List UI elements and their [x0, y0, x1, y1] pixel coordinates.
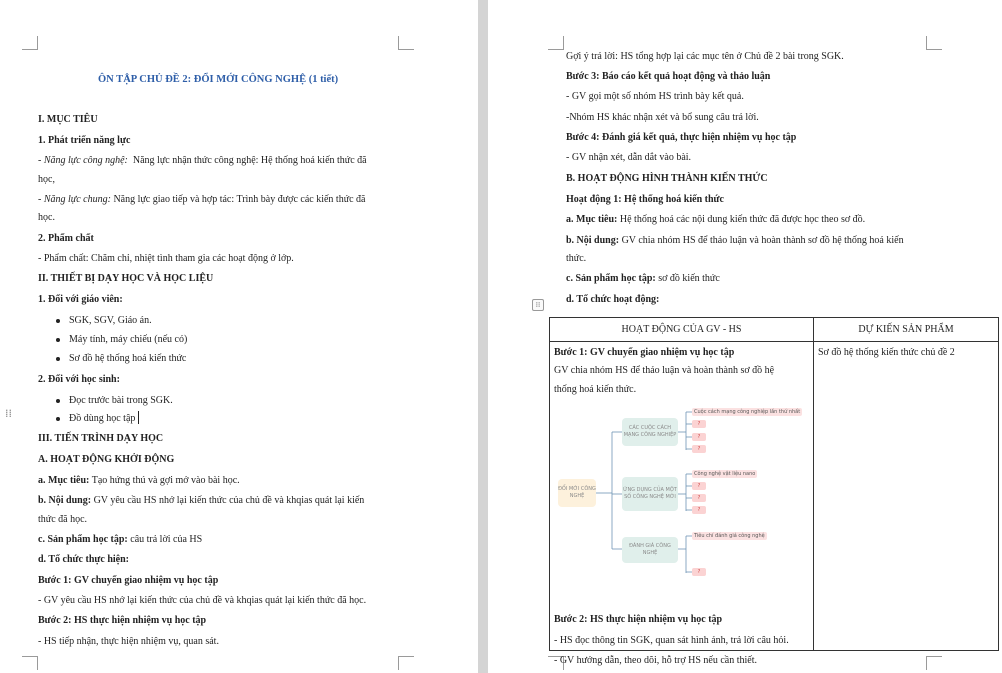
- text: Năng lực giao tiếp và hợp tác: Trình bày được các kiến thức đã: [113, 194, 366, 205]
- document-page-right: [488, 0, 1002, 673]
- section-heading: B. HOẠT ĐỘNG HÌNH THÀNH KIẾN THỨC: [566, 173, 768, 184]
- crop-mark: [398, 36, 414, 50]
- activity-table: [549, 317, 999, 666]
- table-cell-product[interactable]: [814, 342, 999, 651]
- subsection-heading: Hoạt động 1: Hệ thống hoá kiến thức: [566, 194, 724, 205]
- paragraph-line: [38, 193, 366, 206]
- text: GV chia nhóm HS để thảo luận và hoàn thành sơ đồ hệ thống hoá kiến: [621, 235, 904, 246]
- list-item: Đọc trước bài trong SGK.: [69, 395, 173, 406]
- paragraph-line: thức.: [566, 253, 587, 264]
- table-header-product: DỰ KIẾN SẢN PHẨM: [814, 318, 999, 342]
- paragraph-line: - Phẩm chất: Chăm chỉ, nhiệt tình tham gia các hoạt động ở lớp.: [38, 253, 294, 264]
- diagram-placeholder-node: ?: [692, 506, 706, 514]
- step-heading: Bước 1: GV chuyển giao nhiệm vụ học tập: [38, 575, 219, 586]
- table-move-handle-icon[interactable]: ⁞⁞: [532, 299, 544, 311]
- crop-mark: [398, 656, 414, 670]
- text: sơ đồ kiến thức: [658, 273, 720, 284]
- paragraph-line: [38, 533, 202, 546]
- paragraph-line: -Nhóm HS khác nhận xét và bổ sung câu trả lời.: [566, 112, 759, 123]
- page-gutter: [478, 0, 488, 673]
- subsection-heading: A. HOẠT ĐỘNG KHỞI ĐỘNG: [38, 454, 175, 465]
- list-item: Sơ đồ hệ thống hoá kiến thức: [69, 353, 187, 364]
- label: b. Nội dung:: [566, 235, 620, 246]
- label: - Năng lực công nghệ:: [38, 155, 128, 166]
- document-page-left: [0, 0, 478, 673]
- subsection-heading: 1. Phát triển năng lực: [38, 135, 131, 146]
- paragraph-line: [566, 272, 720, 285]
- step-heading: Bước 2: HS thực hiện nhiệm vụ học tập: [554, 614, 723, 625]
- list-item: Máy tính, máy chiếu (nếu có): [69, 334, 188, 345]
- crop-mark: [548, 36, 564, 50]
- list-item: Đồ dùng học tập: [69, 413, 136, 424]
- crop-mark: [22, 36, 38, 50]
- label: b. Nội dung:: [38, 495, 92, 506]
- bullet: [56, 338, 60, 342]
- paragraph-line: thức đã học.: [38, 514, 88, 525]
- table-header-activity: HOẠT ĐỘNG CỦA GV - HS: [550, 318, 814, 342]
- table-cell-activity[interactable]: [550, 342, 814, 666]
- diagram-leaf-node: Công nghệ vật liệu nano: [694, 471, 756, 477]
- text: Tạo hứng thú và gợi mở vào bài học.: [91, 475, 240, 486]
- diagram-leaf-node: Cuộc cách mạng công nghiệp lần thứ nhất: [694, 409, 801, 415]
- diagram-branch-node: ỨNG DỤNG CỦA MỘT SỐ CÔNG NGHỆ MỚI: [622, 477, 678, 511]
- bullet: [56, 357, 60, 361]
- list-item: SGK, SGV, Giáo án.: [69, 315, 152, 326]
- paragraph-line: - HS tiếp nhận, thực hiện nhiệm vụ, quan sát.: [38, 636, 219, 647]
- paragraph-line: học,: [38, 174, 55, 185]
- diagram-placeholder-node: ?: [692, 433, 706, 441]
- text: Năng lực nhận thức công nghệ: Hệ thống hoá kiến thức đã: [132, 155, 367, 166]
- step-heading: Bước 3: Báo cáo kết quả hoạt động và thảo luận: [566, 71, 771, 82]
- paragraph-line: - GV gọi một số nhóm HS trình bày kết quả.: [566, 91, 744, 102]
- subsection-heading: 2. Phẩm chất: [38, 233, 94, 244]
- step-heading: Bước 1: GV chuyển giao nhiệm vụ học tập: [554, 347, 735, 358]
- diagram-branch-node: CÁC CUỘC CÁCH MẠNG CÔNG NGHIỆP: [622, 418, 678, 446]
- table-header-row: [550, 318, 999, 342]
- paragraph-heading: d. Tổ chức thực hiện:: [38, 554, 129, 565]
- label: a. Mục tiêu:: [38, 475, 90, 486]
- paragraph-heading: d. Tổ chức hoạt động:: [566, 294, 660, 305]
- paragraph-line: - GV nhận xét, dẫn dắt vào bài.: [566, 152, 692, 163]
- diagram-placeholder-node: ?: [692, 494, 706, 502]
- crop-mark: [926, 36, 942, 50]
- label: - Năng lực chung:: [38, 194, 111, 205]
- diagram-placeholder-node: ?: [692, 420, 706, 428]
- diagram-placeholder-node: ?: [692, 445, 706, 453]
- drag-handle-icon[interactable]: ⁞⁞: [5, 407, 12, 420]
- text-cursor: [138, 411, 139, 424]
- section-heading: III. TIẾN TRÌNH DẠY HỌC: [38, 433, 164, 444]
- diagram-placeholder-node: ?: [692, 482, 706, 490]
- label: c. Sản phẩm học tập:: [38, 534, 128, 545]
- diagram-leaf-node: Tiêu chí đánh giá công nghệ: [694, 533, 765, 539]
- text: GV yêu cầu HS nhớ lại kiến thức của chủ đề và khqias quát lại kiến: [93, 495, 365, 506]
- paragraph-line: học.: [38, 212, 55, 223]
- table-row: [550, 342, 999, 651]
- diagram-placeholder-node: ?: [692, 568, 706, 576]
- crop-mark: [926, 656, 942, 670]
- product-text: Sơ đồ hệ thống kiến thức chủ đề 2: [818, 347, 955, 358]
- paragraph-line: [38, 154, 398, 167]
- paragraph-line: - GV hướng dẫn, theo dõi, hỗ trợ HS nếu cần thiết.: [554, 655, 758, 666]
- subsection-heading: 2. Đối với học sinh:: [38, 374, 120, 385]
- paragraph-line: [566, 213, 865, 226]
- paragraph-line: - GV yêu cầu HS nhớ lại kiến thức của chủ đề và khqias quát lại kiến thức đã học.: [38, 595, 367, 606]
- paragraph-line: GV chia nhóm HS để thảo luận và hoàn thành sơ đồ hệ: [554, 365, 775, 376]
- section-heading: II. THIẾT BỊ DẠY HỌC VÀ HỌC LIỆU: [38, 273, 214, 284]
- subsection-heading: 1. Đối với giáo viên:: [38, 294, 123, 305]
- crop-mark: [22, 656, 38, 670]
- label: a. Mục tiêu:: [566, 214, 618, 225]
- paragraph-line: [566, 234, 904, 247]
- bullet: [56, 319, 60, 323]
- diagram-root-node: ĐỔI MỚI CÔNG NGHỆ: [558, 479, 596, 507]
- step-heading: Bước 2: HS thực hiện nhiệm vụ học tập: [38, 615, 207, 626]
- section-heading: I. MỤC TIÊU: [38, 114, 98, 125]
- knowledge-diagram: [556, 406, 810, 584]
- paragraph-line: thống hoá kiến thức.: [554, 384, 637, 395]
- diagram-branch-node: ĐÁNH GIÁ CÔNG NGHỆ: [622, 537, 678, 563]
- bullet: [56, 399, 60, 403]
- step-heading: Bước 4: Đánh giá kết quả, thực hiện nhiệm vụ học tập: [566, 132, 797, 143]
- paragraph-line: Gợi ý trả lời: HS tổng hợp lại các mục tên ở Chủ đề 2 bài trong SGK.: [566, 51, 844, 62]
- paragraph-line: - HS đọc thông tin SGK, quan sát hình ảnh, trả lời câu hỏi.: [554, 635, 789, 646]
- document-title: ÔN TẬP CHỦ ĐỀ 2: ĐỔI MỚI CÔNG NGHỆ (1 tiết): [98, 74, 339, 85]
- paragraph-line: [38, 474, 240, 487]
- bullet: [56, 417, 60, 421]
- label: c. Sản phẩm học tập:: [566, 273, 656, 284]
- text: Hệ thống hoá các nội dung kiến thức đã được học theo sơ đồ.: [619, 214, 866, 225]
- paragraph-line: [38, 494, 364, 507]
- text: câu trả lời của HS: [130, 534, 203, 545]
